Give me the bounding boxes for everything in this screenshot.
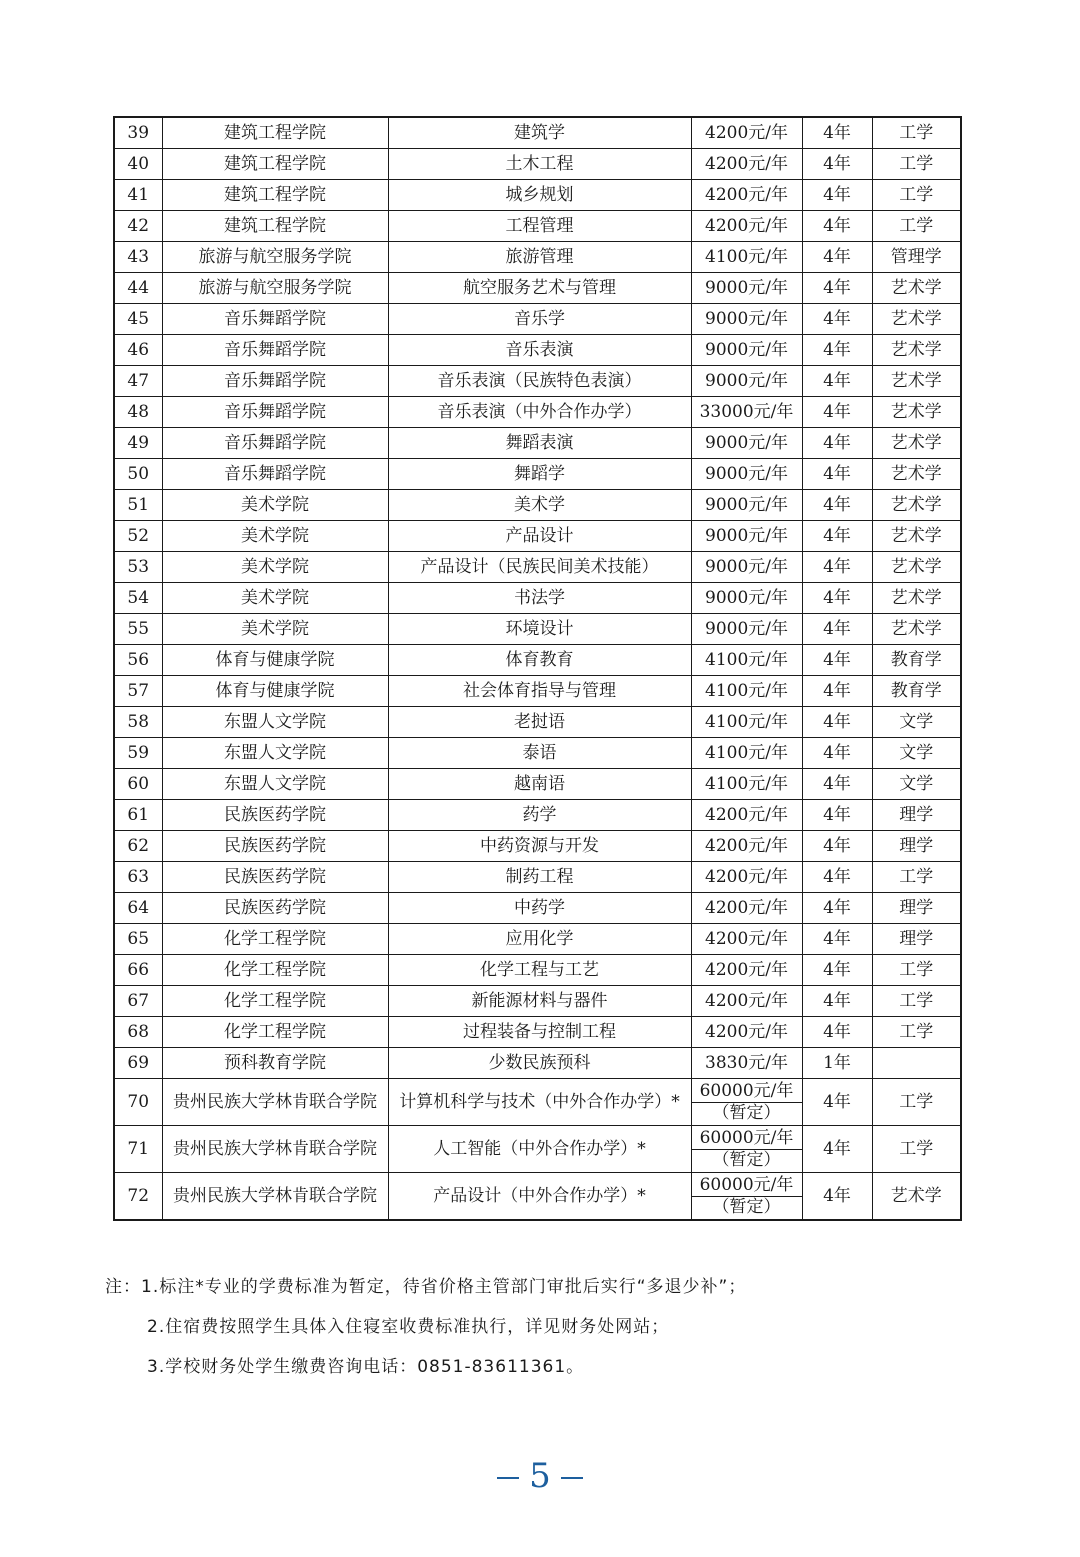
cell-years: 1年 bbox=[802, 1048, 872, 1079]
table-row bbox=[114, 986, 961, 1017]
cell-years: 4年 bbox=[802, 1017, 872, 1048]
cell-degree: 工学 bbox=[872, 180, 961, 211]
cell-fee: 4200元/年 bbox=[691, 180, 802, 211]
cell-years: 4年 bbox=[802, 180, 872, 211]
cell-fee: 9000元/年 bbox=[691, 428, 802, 459]
table-row bbox=[114, 707, 961, 738]
cell-major: 人工智能（中外合作办学）* bbox=[388, 1126, 691, 1173]
cell-major: 土木工程 bbox=[388, 149, 691, 180]
table-row bbox=[114, 552, 961, 583]
footnote-3: 3.学校财务处学生缴费咨询电话：0851-83611361。 bbox=[147, 1357, 585, 1377]
cell-major: 舞蹈学 bbox=[388, 459, 691, 490]
cell-degree: 艺术学 bbox=[872, 304, 961, 335]
table-row bbox=[114, 955, 961, 986]
table-row bbox=[114, 149, 961, 180]
cell-years: 4年 bbox=[802, 552, 872, 583]
fee-provisional-note: （暂定） bbox=[712, 1196, 781, 1217]
cell-degree: 工学 bbox=[872, 1079, 961, 1126]
cell-years: 4年 bbox=[802, 459, 872, 490]
cell-college: 美术学院 bbox=[162, 490, 388, 521]
cell-fee: 4100元/年 bbox=[691, 738, 802, 769]
table-row bbox=[114, 800, 961, 831]
cell-fee: 9000元/年 bbox=[691, 552, 802, 583]
cell-college: 东盟人文学院 bbox=[162, 769, 388, 800]
cell-number: 45 bbox=[114, 304, 162, 335]
cell-major: 中药资源与开发 bbox=[388, 831, 691, 862]
cell-major: 旅游管理 bbox=[388, 242, 691, 273]
cell-years: 4年 bbox=[802, 211, 872, 242]
cell-college: 化学工程学院 bbox=[162, 924, 388, 955]
cell-fee: 3830元/年 bbox=[691, 1048, 802, 1079]
cell-major: 环境设计 bbox=[388, 614, 691, 645]
table-row bbox=[114, 428, 961, 459]
cell-college: 民族医药学院 bbox=[162, 800, 388, 831]
cell-major: 泰语 bbox=[388, 738, 691, 769]
cell-degree: 艺术学 bbox=[872, 397, 961, 428]
fee-amount: 60000元/年 bbox=[692, 1128, 802, 1150]
cell-number: 71 bbox=[114, 1126, 162, 1173]
cell-college: 建筑工程学院 bbox=[162, 211, 388, 242]
table-row bbox=[114, 893, 961, 924]
cell-years: 4年 bbox=[802, 862, 872, 893]
cell-number: 62 bbox=[114, 831, 162, 862]
cell-number: 53 bbox=[114, 552, 162, 583]
cell-college: 体育与健康学院 bbox=[162, 645, 388, 676]
cell-major: 音乐学 bbox=[388, 304, 691, 335]
cell-years: 4年 bbox=[802, 521, 872, 552]
cell-fee: 4200元/年 bbox=[691, 211, 802, 242]
cell-college: 贵州民族大学林肯联合学院 bbox=[162, 1126, 388, 1173]
page-number-block bbox=[0, 1456, 1080, 1496]
cell-years: 4年 bbox=[802, 583, 872, 614]
cell-fee: 4200元/年 bbox=[691, 955, 802, 986]
cell-years: 4年 bbox=[802, 800, 872, 831]
cell-major: 药学 bbox=[388, 800, 691, 831]
cell-years: 4年 bbox=[802, 1079, 872, 1126]
table-row bbox=[114, 397, 961, 428]
cell-college: 音乐舞蹈学院 bbox=[162, 397, 388, 428]
cell-major: 过程装备与控制工程 bbox=[388, 1017, 691, 1048]
cell-years: 4年 bbox=[802, 117, 872, 149]
cell-degree: 理学 bbox=[872, 831, 961, 862]
cell-number: 39 bbox=[114, 117, 162, 149]
cell-degree: 工学 bbox=[872, 862, 961, 893]
cell-number: 51 bbox=[114, 490, 162, 521]
table-row bbox=[114, 211, 961, 242]
cell-years: 4年 bbox=[802, 149, 872, 180]
cell-number: 57 bbox=[114, 676, 162, 707]
cell-college: 东盟人文学院 bbox=[162, 738, 388, 769]
cell-degree: 工学 bbox=[872, 117, 961, 149]
cell-college: 音乐舞蹈学院 bbox=[162, 335, 388, 366]
fee-provisional-note: （暂定） bbox=[712, 1149, 781, 1170]
cell-major: 产品设计（中外合作办学）* bbox=[388, 1173, 691, 1221]
cell-degree: 艺术学 bbox=[872, 614, 961, 645]
cell-degree: 艺术学 bbox=[872, 273, 961, 304]
cell-major: 产品设计（民族民间美术技能） bbox=[388, 552, 691, 583]
table-row bbox=[114, 583, 961, 614]
cell-major: 舞蹈表演 bbox=[388, 428, 691, 459]
table-row bbox=[114, 273, 961, 304]
cell-years: 4年 bbox=[802, 273, 872, 304]
cell-fee: 4200元/年 bbox=[691, 149, 802, 180]
cell-number: 42 bbox=[114, 211, 162, 242]
table-row bbox=[114, 1017, 961, 1048]
cell-degree: 理学 bbox=[872, 893, 961, 924]
cell-years: 4年 bbox=[802, 1173, 872, 1221]
cell-fee: 4200元/年 bbox=[691, 831, 802, 862]
cell-major: 城乡规划 bbox=[388, 180, 691, 211]
cell-fee: 9000元/年 bbox=[691, 304, 802, 335]
cell-fee: 9000元/年 bbox=[691, 459, 802, 490]
cell-number: 50 bbox=[114, 459, 162, 490]
cell-years: 4年 bbox=[802, 366, 872, 397]
fee-amount: 60000元/年 bbox=[692, 1081, 802, 1103]
table-row bbox=[114, 521, 961, 552]
cell-fee: 4200元/年 bbox=[691, 893, 802, 924]
footnote-1: 注：1.标注*专业的学费标准为暂定，待省价格主管部门审批后实行“多退少补”； bbox=[105, 1277, 747, 1297]
cell-degree: 艺术学 bbox=[872, 1173, 961, 1221]
cell-fee: 9000元/年 bbox=[691, 273, 802, 304]
cell-number: 67 bbox=[114, 986, 162, 1017]
cell-college: 体育与健康学院 bbox=[162, 676, 388, 707]
cell-major: 建筑学 bbox=[388, 117, 691, 149]
cell-degree bbox=[872, 1048, 961, 1079]
cell-degree: 管理学 bbox=[872, 242, 961, 273]
cell-college: 贵州民族大学林肯联合学院 bbox=[162, 1173, 388, 1221]
cell-major: 产品设计 bbox=[388, 521, 691, 552]
cell-major: 新能源材料与器件 bbox=[388, 986, 691, 1017]
cell-major: 应用化学 bbox=[388, 924, 691, 955]
cell-major: 音乐表演（中外合作办学） bbox=[388, 397, 691, 428]
cell-college: 建筑工程学院 bbox=[162, 117, 388, 149]
cell-number: 69 bbox=[114, 1048, 162, 1079]
table-row bbox=[114, 366, 961, 397]
cell-years: 4年 bbox=[802, 738, 872, 769]
cell-number: 66 bbox=[114, 955, 162, 986]
cell-years: 4年 bbox=[802, 304, 872, 335]
cell-years: 4年 bbox=[802, 335, 872, 366]
cell-years: 4年 bbox=[802, 707, 872, 738]
cell-major: 美术学 bbox=[388, 490, 691, 521]
cell-years: 4年 bbox=[802, 986, 872, 1017]
cell-fee: 4200元/年 bbox=[691, 986, 802, 1017]
cell-major: 社会体育指导与管理 bbox=[388, 676, 691, 707]
table-row bbox=[114, 117, 961, 149]
cell-degree: 教育学 bbox=[872, 676, 961, 707]
table-row bbox=[114, 335, 961, 366]
cell-college: 东盟人文学院 bbox=[162, 707, 388, 738]
cell-college: 音乐舞蹈学院 bbox=[162, 459, 388, 490]
table-row bbox=[114, 304, 961, 335]
cell-number: 68 bbox=[114, 1017, 162, 1048]
cell-years: 4年 bbox=[802, 428, 872, 459]
cell-degree: 艺术学 bbox=[872, 521, 961, 552]
cell-major: 音乐表演 bbox=[388, 335, 691, 366]
cell-years: 4年 bbox=[802, 490, 872, 521]
table-row bbox=[114, 1173, 961, 1221]
cell-number: 56 bbox=[114, 645, 162, 676]
cell-years: 4年 bbox=[802, 893, 872, 924]
cell-degree: 艺术学 bbox=[872, 490, 961, 521]
cell-number: 64 bbox=[114, 893, 162, 924]
cell-college: 音乐舞蹈学院 bbox=[162, 304, 388, 335]
cell-number: 58 bbox=[114, 707, 162, 738]
cell-fee: 4100元/年 bbox=[691, 645, 802, 676]
cell-degree: 艺术学 bbox=[872, 366, 961, 397]
table-row bbox=[114, 924, 961, 955]
cell-college: 贵州民族大学林肯联合学院 bbox=[162, 1079, 388, 1126]
table-row bbox=[114, 490, 961, 521]
cell-major: 音乐表演（民族特色表演） bbox=[388, 366, 691, 397]
cell-major: 老挝语 bbox=[388, 707, 691, 738]
cell-degree: 工学 bbox=[872, 955, 961, 986]
table-row bbox=[114, 676, 961, 707]
cell-years: 4年 bbox=[802, 955, 872, 986]
table-row bbox=[114, 862, 961, 893]
cell-college: 化学工程学院 bbox=[162, 986, 388, 1017]
cell-college: 美术学院 bbox=[162, 552, 388, 583]
cell-fee: 4100元/年 bbox=[691, 707, 802, 738]
cell-college: 建筑工程学院 bbox=[162, 149, 388, 180]
cell-number: 52 bbox=[114, 521, 162, 552]
cell-college: 音乐舞蹈学院 bbox=[162, 428, 388, 459]
cell-degree: 理学 bbox=[872, 800, 961, 831]
cell-fee: 4100元/年 bbox=[691, 242, 802, 273]
cell-number: 60 bbox=[114, 769, 162, 800]
table-row bbox=[114, 1126, 961, 1173]
cell-fee: 4200元/年 bbox=[691, 1017, 802, 1048]
page-number: 5 bbox=[529, 1456, 551, 1496]
cell-years: 4年 bbox=[802, 1126, 872, 1173]
cell-fee: 9000元/年 bbox=[691, 583, 802, 614]
cell-college: 旅游与航空服务学院 bbox=[162, 242, 388, 273]
cell-fee: 9000元/年 bbox=[691, 490, 802, 521]
cell-years: 4年 bbox=[802, 242, 872, 273]
cell-college: 化学工程学院 bbox=[162, 1017, 388, 1048]
cell-fee: 33000元/年 bbox=[691, 397, 802, 428]
cell-years: 4年 bbox=[802, 645, 872, 676]
cell-number: 70 bbox=[114, 1079, 162, 1126]
cell-fee: 9000元/年 bbox=[691, 614, 802, 645]
table-row bbox=[114, 831, 961, 862]
fee-amount: 60000元/年 bbox=[692, 1175, 802, 1197]
cell-college: 美术学院 bbox=[162, 583, 388, 614]
table-row bbox=[114, 1048, 961, 1079]
cell-major: 化学工程与工艺 bbox=[388, 955, 691, 986]
cell-college: 民族医药学院 bbox=[162, 893, 388, 924]
cell-degree: 艺术学 bbox=[872, 428, 961, 459]
table-row bbox=[114, 242, 961, 273]
cell-fee: 4200元/年 bbox=[691, 800, 802, 831]
cell-number: 41 bbox=[114, 180, 162, 211]
cell-major: 航空服务艺术与管理 bbox=[388, 273, 691, 304]
fee-table bbox=[113, 116, 962, 1221]
cell-number: 54 bbox=[114, 583, 162, 614]
cell-college: 民族医药学院 bbox=[162, 831, 388, 862]
cell-fee: 9000元/年 bbox=[691, 366, 802, 397]
table-row bbox=[114, 180, 961, 211]
cell-fee: 4100元/年 bbox=[691, 676, 802, 707]
table-row bbox=[114, 614, 961, 645]
fee-table-body bbox=[114, 117, 961, 1220]
cell-number: 44 bbox=[114, 273, 162, 304]
cell-fee: 4100元/年 bbox=[691, 769, 802, 800]
cell-years: 4年 bbox=[802, 769, 872, 800]
table-row bbox=[114, 1079, 961, 1126]
cell-college: 预科教育学院 bbox=[162, 1048, 388, 1079]
cell-college: 旅游与航空服务学院 bbox=[162, 273, 388, 304]
cell-number: 65 bbox=[114, 924, 162, 955]
cell-degree: 艺术学 bbox=[872, 583, 961, 614]
cell-number: 61 bbox=[114, 800, 162, 831]
fee-provisional-note: （暂定） bbox=[712, 1102, 781, 1123]
cell-degree: 工学 bbox=[872, 211, 961, 242]
cell-years: 4年 bbox=[802, 676, 872, 707]
cell-major: 越南语 bbox=[388, 769, 691, 800]
page-number-left-dash bbox=[497, 1477, 519, 1479]
cell-college: 化学工程学院 bbox=[162, 955, 388, 986]
cell-years: 4年 bbox=[802, 614, 872, 645]
cell-number: 48 bbox=[114, 397, 162, 428]
cell-degree: 文学 bbox=[872, 738, 961, 769]
cell-degree: 理学 bbox=[872, 924, 961, 955]
cell-fee: 4200元/年 bbox=[691, 117, 802, 149]
cell-college: 建筑工程学院 bbox=[162, 180, 388, 211]
page-number-right-dash bbox=[561, 1477, 583, 1479]
cell-fee: 4200元/年 bbox=[691, 924, 802, 955]
footnotes bbox=[105, 1272, 746, 1392]
cell-years: 4年 bbox=[802, 924, 872, 955]
cell-number: 59 bbox=[114, 738, 162, 769]
cell-major: 书法学 bbox=[388, 583, 691, 614]
cell-degree: 艺术学 bbox=[872, 552, 961, 583]
cell-degree: 文学 bbox=[872, 707, 961, 738]
cell-degree: 艺术学 bbox=[872, 459, 961, 490]
cell-fee: 4200元/年 bbox=[691, 862, 802, 893]
cell-degree: 工学 bbox=[872, 149, 961, 180]
cell-number: 49 bbox=[114, 428, 162, 459]
cell-degree: 工学 bbox=[872, 1126, 961, 1173]
cell-degree: 工学 bbox=[872, 1017, 961, 1048]
cell-number: 63 bbox=[114, 862, 162, 893]
cell-fee bbox=[691, 1079, 802, 1126]
cell-number: 40 bbox=[114, 149, 162, 180]
cell-number: 47 bbox=[114, 366, 162, 397]
cell-major: 中药学 bbox=[388, 893, 691, 924]
cell-years: 4年 bbox=[802, 397, 872, 428]
table-row bbox=[114, 459, 961, 490]
cell-fee: 9000元/年 bbox=[691, 335, 802, 366]
cell-fee: 9000元/年 bbox=[691, 521, 802, 552]
footnote-2: 2.住宿费按照学生具体入住寝室收费标准执行，详见财务处网站； bbox=[147, 1317, 670, 1337]
cell-degree: 文学 bbox=[872, 769, 961, 800]
cell-number: 72 bbox=[114, 1173, 162, 1221]
table-row bbox=[114, 738, 961, 769]
cell-major: 少数民族预科 bbox=[388, 1048, 691, 1079]
cell-major: 计算机科学与技术（中外合作办学）* bbox=[388, 1079, 691, 1126]
cell-college: 美术学院 bbox=[162, 614, 388, 645]
cell-number: 55 bbox=[114, 614, 162, 645]
table-row bbox=[114, 769, 961, 800]
cell-college: 美术学院 bbox=[162, 521, 388, 552]
cell-number: 43 bbox=[114, 242, 162, 273]
cell-fee bbox=[691, 1173, 802, 1221]
cell-college: 音乐舞蹈学院 bbox=[162, 366, 388, 397]
cell-years: 4年 bbox=[802, 831, 872, 862]
cell-major: 工程管理 bbox=[388, 211, 691, 242]
cell-number: 46 bbox=[114, 335, 162, 366]
cell-degree: 教育学 bbox=[872, 645, 961, 676]
cell-major: 制药工程 bbox=[388, 862, 691, 893]
table-row bbox=[114, 645, 961, 676]
cell-college: 民族医药学院 bbox=[162, 862, 388, 893]
cell-major: 体育教育 bbox=[388, 645, 691, 676]
cell-degree: 工学 bbox=[872, 986, 961, 1017]
cell-fee bbox=[691, 1126, 802, 1173]
cell-degree: 艺术学 bbox=[872, 335, 961, 366]
